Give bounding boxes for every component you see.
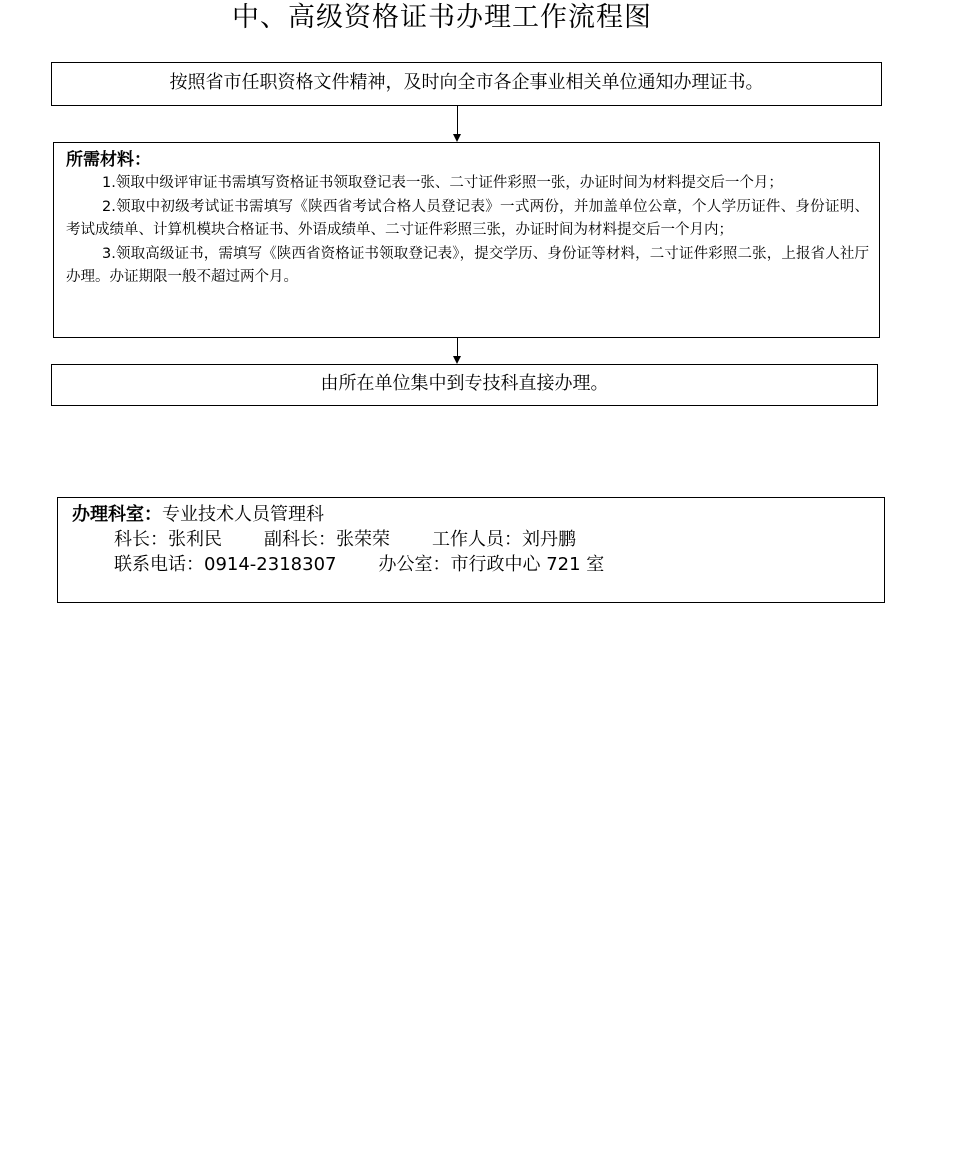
flow-arrow-1-line: [457, 106, 458, 134]
contact-office-value: 专业技术人员管理科: [162, 504, 324, 525]
materials-item-2: 2.领取中初级考试证书需填写《陕西省考试合格人员登记表》一式两份，并加盖单位公章，个人学历证件、身份证明、考试成绩单、计算机模块合格证书、外语成绩单、二寸证件彩照三张，办证时间为材料提交后一个月内；: [66, 198, 869, 238]
flow-arrow-1-head: [453, 134, 461, 142]
page-title: 中、高级资格证书办理工作流程图: [232, 2, 652, 33]
contact-box: [57, 497, 885, 603]
contact-room: 办公室：市行政中心 721 室: [378, 554, 605, 575]
step-notify-text: 按照省市任职资格文件精神，及时向全市各企事业相关单位通知办理证书。: [169, 72, 764, 93]
materials-item-3: 3.领取高级证书，需填写《陕西省资格证书领取登记表》，提交学历、身份证等材料，二寸证件彩照二张，上报省人社厅办理。办证期限一般不超过两个月。: [66, 245, 869, 285]
contact-staff-row: [72, 527, 884, 552]
flow-arrow-2-line: [457, 338, 458, 356]
materials-item-1: 1.领取中级评审证书需填写资格证书领取登记表一张、二寸证件彩照一张，办证时间为材料提交后一个月；: [102, 175, 783, 191]
step-submit-text: 由所在单位集中到专技科直接办理。: [320, 373, 609, 394]
contact-office-label: 办理科室：: [72, 504, 162, 525]
contact-deputy: 副科长：张荣荣: [264, 529, 390, 550]
contact-phone-row: [72, 552, 884, 577]
contact-phone: 联系电话：0914-2318307: [114, 554, 337, 575]
contact-chief: 科长：张利民: [114, 529, 222, 550]
flow-arrow-2-head: [453, 356, 461, 364]
materials-box: [53, 142, 880, 338]
contact-office-row: [72, 502, 884, 527]
materials-heading: 所需材料：: [66, 150, 151, 170]
step-notify-box: [51, 62, 882, 106]
step-submit-box: [51, 364, 878, 406]
contact-staff: 工作人员：刘丹鹏: [432, 529, 576, 550]
